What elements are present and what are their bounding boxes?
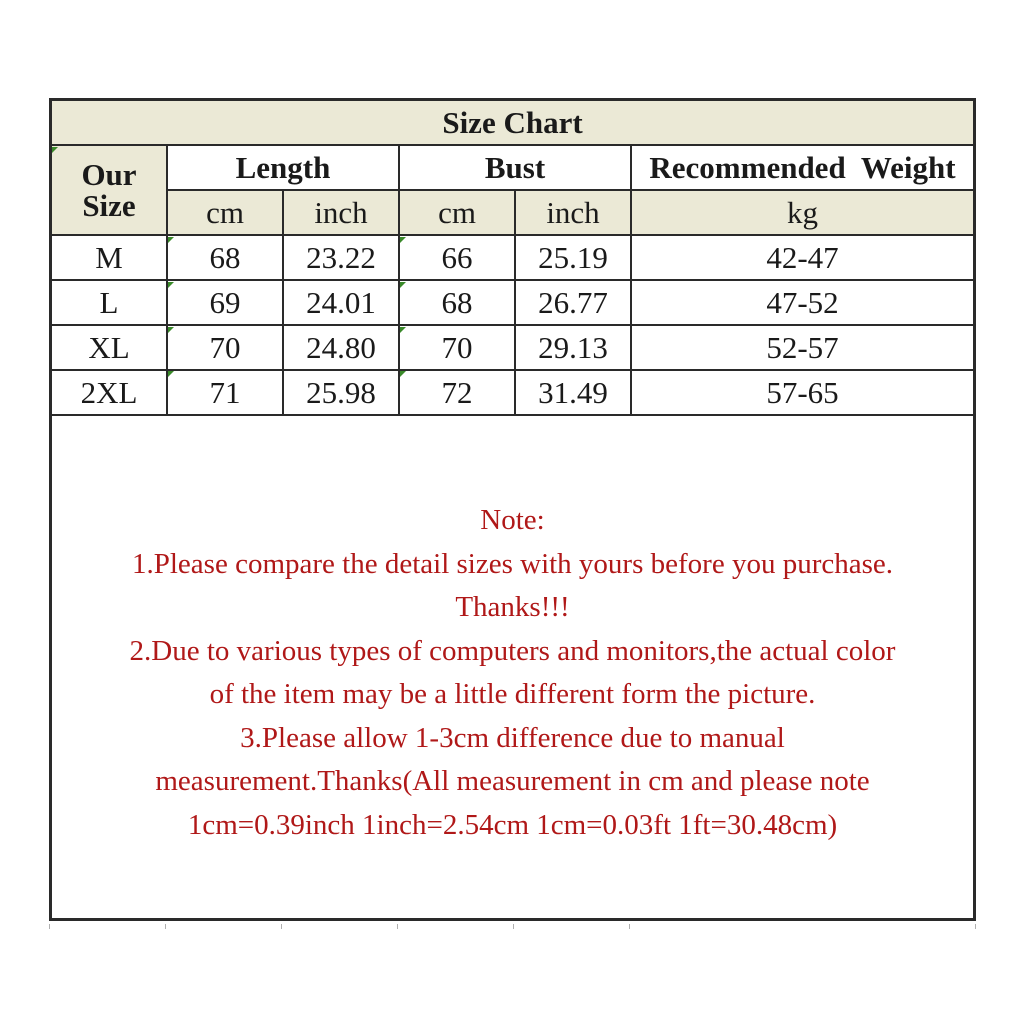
cell-corner-marker — [400, 327, 406, 333]
cell-corner-marker — [52, 147, 58, 153]
weight-cell: 42-47 — [631, 235, 973, 280]
bust-inch-cell: 25.19 — [515, 235, 631, 280]
grid-tick — [281, 924, 282, 929]
length-cm-unit: cm — [167, 190, 283, 235]
note-line: 1.Please compare the detail sizes with yours before you purchase. — [132, 547, 893, 580]
cell-corner-marker — [400, 237, 406, 243]
bust-inch-cell: 29.13 — [515, 325, 631, 370]
bust-cm-cell: 72 — [399, 370, 515, 415]
bust-cm-cell: 66 — [399, 235, 515, 280]
size-column-header — [52, 145, 167, 235]
notes-block — [52, 499, 973, 847]
note-line: Thanks!!! — [455, 591, 570, 623]
bust-inch-cell: 31.49 — [515, 370, 631, 415]
note-heading: Note: — [480, 504, 545, 536]
cell-corner-marker — [168, 282, 174, 288]
size-cell: 2XL — [52, 370, 167, 415]
bust-cm-cell: 68 — [399, 280, 515, 325]
size-chart-sheet — [49, 98, 976, 921]
grid-tick — [629, 924, 630, 929]
bust-inch-unit: inch — [515, 190, 631, 235]
note-line: 3.Please allow 1-3cm difference due to manual — [240, 721, 785, 754]
table-row — [52, 325, 973, 370]
length-inch-cell: 24.80 — [283, 325, 399, 370]
size-chart-table — [52, 101, 973, 416]
weight-kg-unit: kg — [631, 190, 973, 235]
length-inch-cell: 25.98 — [283, 370, 399, 415]
grid-tick — [513, 924, 514, 929]
cell-corner-marker — [168, 371, 174, 377]
table-row — [52, 370, 973, 415]
length-cm-cell: 68 — [167, 235, 283, 280]
length-inch-cell: 23.22 — [283, 235, 399, 280]
weight-cell: 57-65 — [631, 370, 973, 415]
weight-header: Recommended Weight — [631, 145, 973, 190]
chart-title: Size Chart — [52, 101, 973, 145]
size-header-line-2: Size — [82, 188, 136, 223]
weight-cell: 52-57 — [631, 325, 973, 370]
cell-corner-marker — [400, 371, 406, 377]
bust-header: Bust — [399, 145, 631, 190]
length-inch-cell: 24.01 — [283, 280, 399, 325]
note-line: 2.Due to various types of computers and monitors,the actual color — [129, 634, 896, 667]
length-cm-cell: 71 — [167, 370, 283, 415]
grid-tick — [165, 924, 166, 929]
length-header: Length — [167, 145, 399, 190]
note-line: 1cm=0.39inch 1inch=2.54cm 1cm=0.03ft 1ft=30.48cm) — [187, 808, 838, 841]
size-cell: M — [52, 235, 167, 280]
bust-cm-cell: 70 — [399, 325, 515, 370]
cell-corner-marker — [168, 327, 174, 333]
grid-tick — [975, 924, 976, 929]
table-row — [52, 235, 973, 280]
size-cell: L — [52, 280, 167, 325]
note-line: of the item may be a little different form the picture. — [209, 678, 816, 710]
table-row — [52, 280, 973, 325]
length-inch-unit: inch — [283, 190, 399, 235]
grid-tick — [397, 924, 398, 929]
note-line: measurement.Thanks(All measurement in cm and please note — [155, 765, 870, 797]
bust-inch-cell: 26.77 — [515, 280, 631, 325]
grid-tick — [49, 924, 50, 929]
size-cell: XL — [52, 325, 167, 370]
weight-cell: 47-52 — [631, 280, 973, 325]
length-cm-cell: 69 — [167, 280, 283, 325]
cell-corner-marker — [168, 237, 174, 243]
length-cm-cell: 70 — [167, 325, 283, 370]
size-header-line-1: Our — [81, 157, 137, 192]
cell-corner-marker — [400, 282, 406, 288]
bust-cm-unit: cm — [399, 190, 515, 235]
